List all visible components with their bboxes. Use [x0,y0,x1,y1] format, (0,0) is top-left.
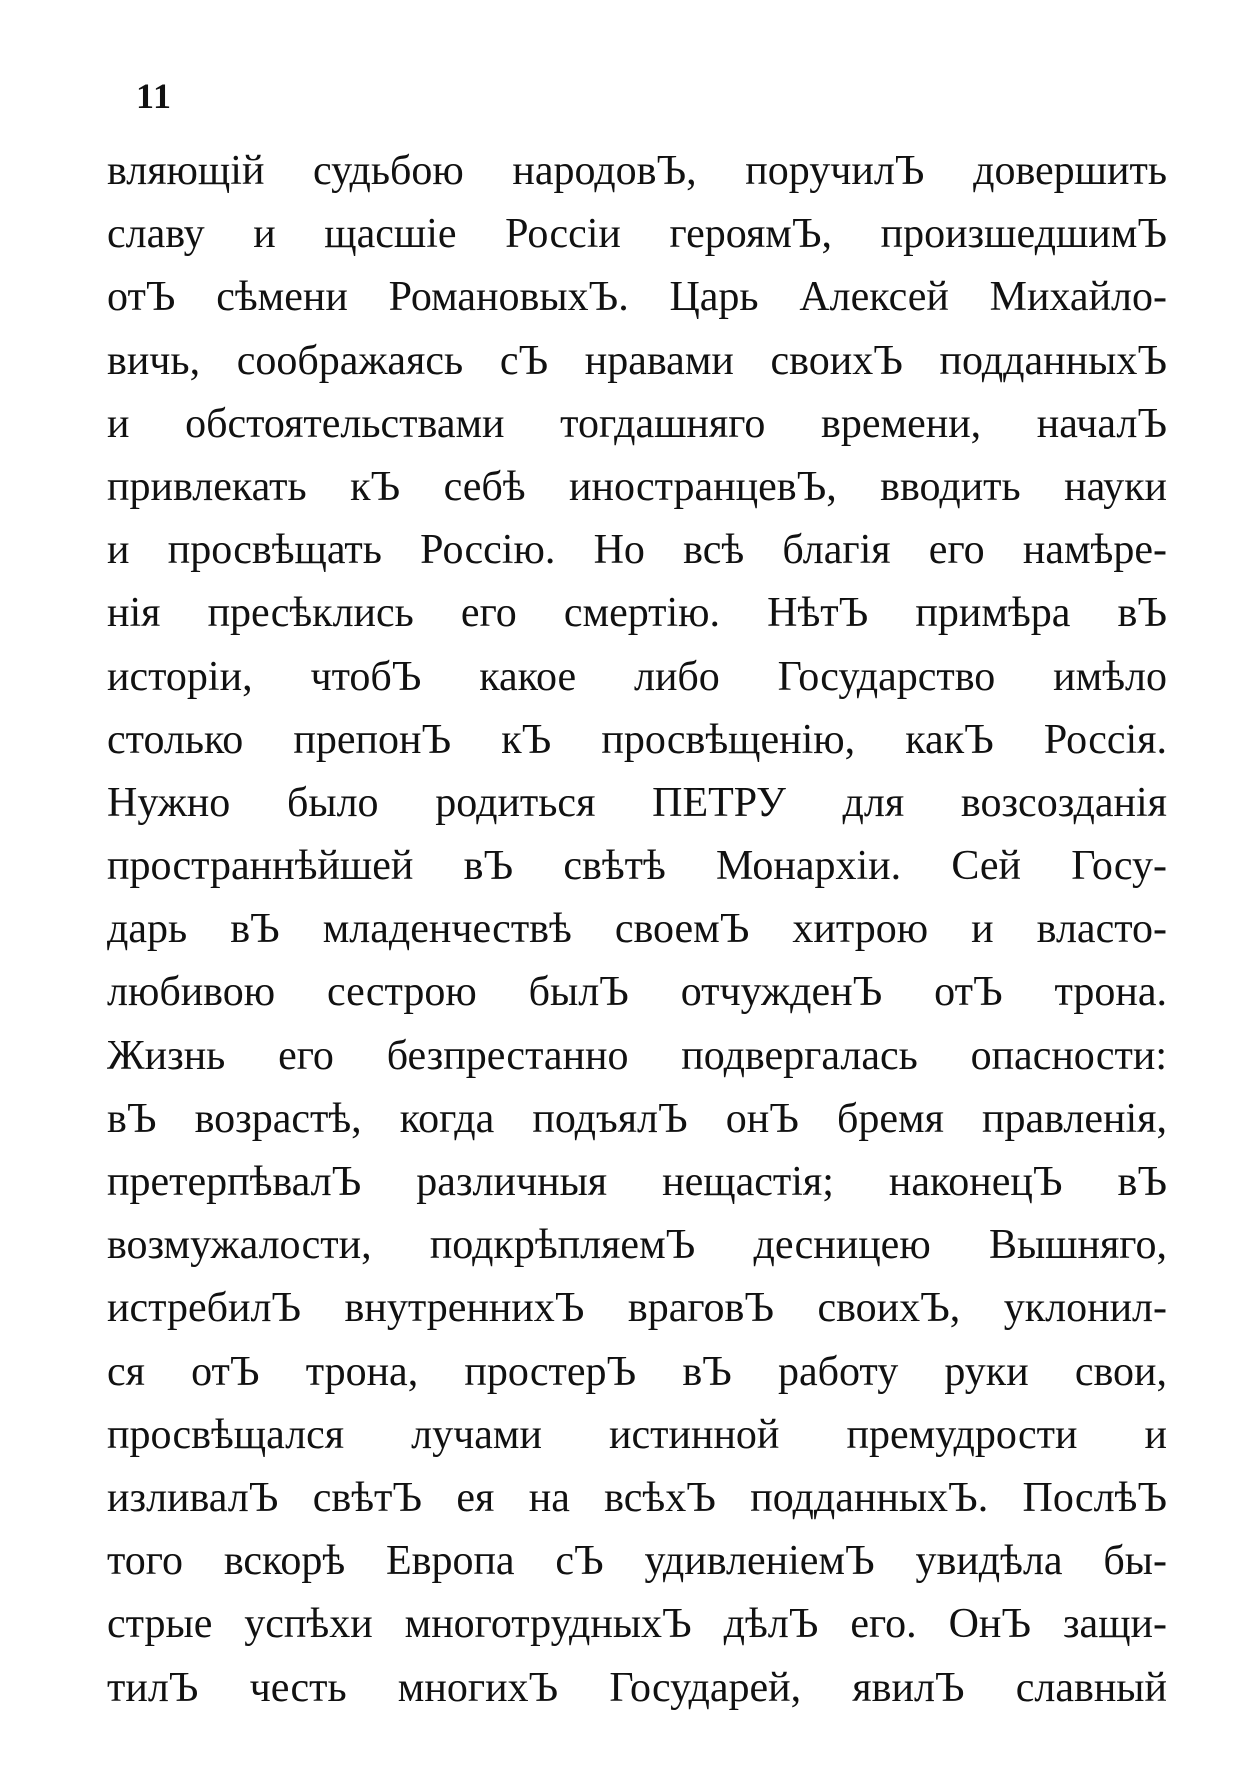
text-line: и обстоятельствами тогдашняго времени, началЪ [107,400,1167,447]
text-line: вичь, соображаясь сЪ нравами своихЪ подданныхЪ [107,337,1167,384]
text-line: изливалЪ свѣтЪ ея на всѣхЪ подданныхЪ. ПослѣЪ [107,1474,1167,1521]
text-line: привлекать кЪ себѣ иностранцевЪ, вводить науки [107,463,1167,510]
text-line: претерпѣвалЪ различныя нещастія; наконецЪ вЪ [107,1159,1167,1205]
text-line: Нужно было родиться ПЕТРУ для возсозданія [107,779,1167,826]
text-line: любивою сестрою былЪ отчужденЪ отЪ трона. [107,969,1167,1016]
text-line: славу и щасшіе Россіи героямЪ, произшедшимЪ [107,211,1167,258]
text-line: того вскорѣ Европа сЪ удивленіемЪ увидѣла бы- [107,1538,1167,1585]
page-number: 11 [136,76,173,116]
text-line: столько препонЪ кЪ просвѣщенію, какЪ Россія. [107,716,1167,763]
text-line: и просвѣщать Россію. Но всѣ благія его намѣре- [107,527,1167,574]
text-line: вляющій судьбою народовЪ, поручилЪ довершить [107,148,1167,194]
text-line: вЪ возрастѣ, когда подъялЪ онЪ бремя правленія, [107,1095,1167,1142]
body-text [107,140,1167,1720]
text-line: исторіи, чтобЪ какое либо Государство имѣло [107,653,1167,700]
text-line: тилЪ честь многихЪ Государей, явилЪ славный [107,1664,1167,1711]
text-line: стрые успѣхи многотрудныхЪ дѣлЪ его. ОнЪ защи- [107,1601,1167,1648]
text-line: отЪ сѣмени РомановыхЪ. Царь Алексей Михайло- [107,274,1167,321]
text-line: нія пресѣклись его смертію. НѣтЪ примѣра вЪ [107,590,1167,637]
text-line: просвѣщался лучами истинной премудрости и [107,1411,1167,1458]
text-line: ся отЪ трона, простерЪ вЪ работу руки свои, [107,1348,1167,1395]
text-line: Жизнь его безпрестанно подвергалась опасности: [107,1032,1167,1079]
text-line: истребилЪ внутреннихЪ враговЪ своихЪ, уклонил- [107,1285,1167,1332]
text-line: дарь вЪ младенчествѣ своемЪ хитрою и власто- [107,906,1167,953]
text-line: возмужалости, подкрѣпляемЪ десницею Вышняго, [107,1222,1167,1269]
text-line: пространнѣйшей вЪ свѣтѣ Монархіи. Сей Госу- [107,843,1167,890]
